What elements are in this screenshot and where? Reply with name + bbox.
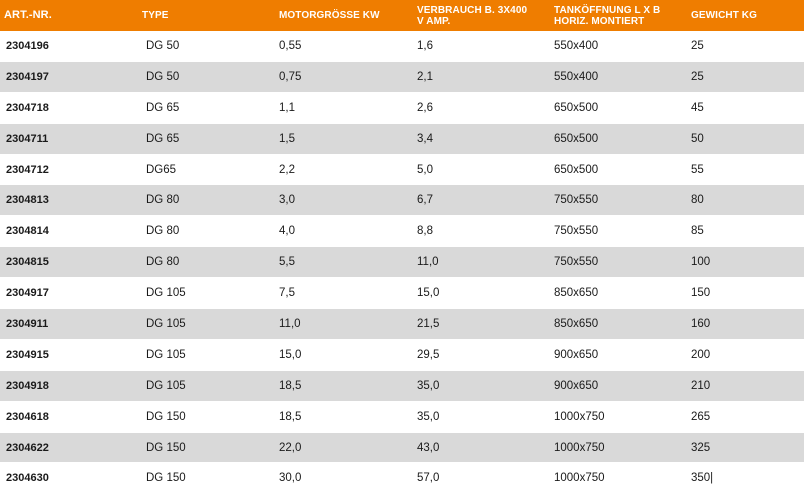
type-cell: DG 105: [146, 348, 186, 361]
header-weight: GEWICHT KG: [691, 10, 757, 21]
type-cell: DG 50: [146, 39, 180, 52]
weight-cell: 210: [691, 379, 711, 392]
table-row: [0, 31, 804, 62]
consumption-cell: 6,7: [417, 194, 433, 207]
weight-cell: 325: [691, 441, 711, 454]
weight-cell: 150: [691, 287, 711, 300]
table-row: [0, 185, 804, 216]
type-cell: DG 150: [146, 441, 186, 454]
table-row: [0, 402, 804, 433]
art-nr-cell: 2304718: [6, 101, 49, 114]
header-type: TYPE: [142, 10, 169, 21]
table-row: [0, 340, 804, 371]
weight-cell: 350|: [691, 472, 714, 485]
type-cell: DG 65: [146, 101, 180, 114]
header-tank-opening: TANKÖFFNUNG L X B HORIZ. MONTIERT: [554, 4, 661, 27]
weight-cell: 45: [691, 101, 704, 114]
header-motor-size: MOTORGRÖSSE KW: [279, 10, 380, 21]
consumption-cell: 1,6: [417, 39, 433, 52]
tank-opening-cell: 650x500: [554, 132, 599, 145]
table-row: [0, 371, 804, 402]
consumption-cell: 2,6: [417, 101, 433, 114]
consumption-cell: 35,0: [417, 410, 440, 423]
motor-size-cell: 30,0: [279, 472, 302, 485]
weight-cell: 80: [691, 194, 704, 207]
header-consumption: VERBRAUCH B. 3X400 V AMP.: [417, 4, 528, 27]
art-nr-cell: 2304814: [6, 225, 49, 238]
type-cell: DG 150: [146, 472, 186, 485]
tank-opening-cell: 1000x750: [554, 441, 605, 454]
tank-opening-cell: 650x500: [554, 163, 599, 176]
art-nr-cell: 2304918: [6, 379, 49, 392]
art-nr-cell: 2304917: [6, 287, 49, 300]
table-row: [0, 247, 804, 278]
weight-cell: 25: [691, 39, 704, 52]
motor-size-cell: 4,0: [279, 225, 295, 238]
weight-cell: 55: [691, 163, 704, 176]
consumption-cell: 35,0: [417, 379, 440, 392]
tank-opening-cell: 750x550: [554, 256, 599, 269]
consumption-cell: 57,0: [417, 472, 440, 485]
type-cell: DG65: [146, 163, 177, 176]
consumption-cell: 21,5: [417, 317, 440, 330]
art-nr-cell: 2304711: [6, 132, 49, 145]
table-row: [0, 155, 804, 186]
art-nr-cell: 2304196: [6, 39, 49, 52]
table-header: [0, 0, 804, 31]
table-row: [0, 463, 804, 494]
art-nr-cell: 2304815: [6, 256, 49, 269]
motor-size-cell: 15,0: [279, 348, 302, 361]
consumption-cell: 15,0: [417, 287, 440, 300]
motor-size-cell: 22,0: [279, 441, 302, 454]
motor-size-cell: 3,0: [279, 194, 295, 207]
type-cell: DG 105: [146, 287, 186, 300]
motor-size-cell: 18,5: [279, 379, 302, 392]
consumption-cell: 8,8: [417, 225, 433, 238]
art-nr-cell: 2304197: [6, 70, 49, 83]
table-row: [0, 216, 804, 247]
weight-cell: 160: [691, 317, 711, 330]
header-art-nr: ART.-NR.: [4, 9, 52, 21]
art-nr-cell: 2304915: [6, 348, 49, 361]
table-row: [0, 62, 804, 93]
motor-size-cell: 0,75: [279, 70, 302, 83]
type-cell: DG 80: [146, 256, 180, 269]
consumption-cell: 11,0: [417, 256, 439, 269]
motor-size-cell: 1,1: [279, 101, 295, 114]
weight-cell: 200: [691, 348, 711, 361]
tank-opening-cell: 900x650: [554, 379, 599, 392]
art-nr-cell: 2304630: [6, 472, 49, 485]
table-row: [0, 93, 804, 124]
consumption-cell: 29,5: [417, 348, 440, 361]
tank-opening-cell: 650x500: [554, 101, 599, 114]
motor-size-cell: 18,5: [279, 410, 302, 423]
type-cell: DG 150: [146, 410, 186, 423]
consumption-cell: 5,0: [417, 163, 433, 176]
table-row: [0, 124, 804, 155]
weight-cell: 85: [691, 225, 704, 238]
motor-size-cell: 5,5: [279, 256, 295, 269]
motor-size-cell: 2,2: [279, 163, 295, 176]
tank-opening-cell: 900x650: [554, 348, 599, 361]
art-nr-cell: 2304622: [6, 441, 49, 454]
weight-cell: 100: [691, 256, 711, 269]
table-body: [0, 31, 804, 494]
motor-size-cell: 7,5: [279, 287, 295, 300]
tank-opening-cell: 1000x750: [554, 410, 605, 423]
table-row: [0, 278, 804, 309]
motor-size-cell: 1,5: [279, 132, 295, 145]
consumption-cell: 3,4: [417, 132, 433, 145]
art-nr-cell: 2304712: [6, 163, 49, 176]
tank-opening-cell: 1000x750: [554, 472, 605, 485]
table-row: [0, 433, 804, 464]
consumption-cell: 43,0: [417, 441, 440, 454]
art-nr-cell: 2304911: [6, 317, 49, 330]
weight-cell: 265: [691, 410, 711, 423]
table-row: [0, 309, 804, 340]
tank-opening-cell: 850x650: [554, 287, 599, 300]
type-cell: DG 80: [146, 225, 180, 238]
motor-size-cell: 0,55: [279, 39, 302, 52]
weight-cell: 50: [691, 132, 704, 145]
tank-opening-cell: 550x400: [554, 39, 599, 52]
tank-opening-cell: 750x550: [554, 194, 599, 207]
type-cell: DG 65: [146, 132, 180, 145]
type-cell: DG 105: [146, 379, 186, 392]
motor-size-cell: 11,0: [279, 317, 301, 330]
art-nr-cell: 2304618: [6, 410, 49, 423]
weight-cell: 25: [691, 70, 704, 83]
tank-opening-cell: 750x550: [554, 225, 599, 238]
tank-opening-cell: 550x400: [554, 70, 599, 83]
type-cell: DG 80: [146, 194, 180, 207]
type-cell: DG 50: [146, 70, 180, 83]
type-cell: DG 105: [146, 317, 186, 330]
consumption-cell: 2,1: [417, 70, 433, 83]
tank-opening-cell: 850x650: [554, 317, 599, 330]
art-nr-cell: 2304813: [6, 194, 49, 207]
